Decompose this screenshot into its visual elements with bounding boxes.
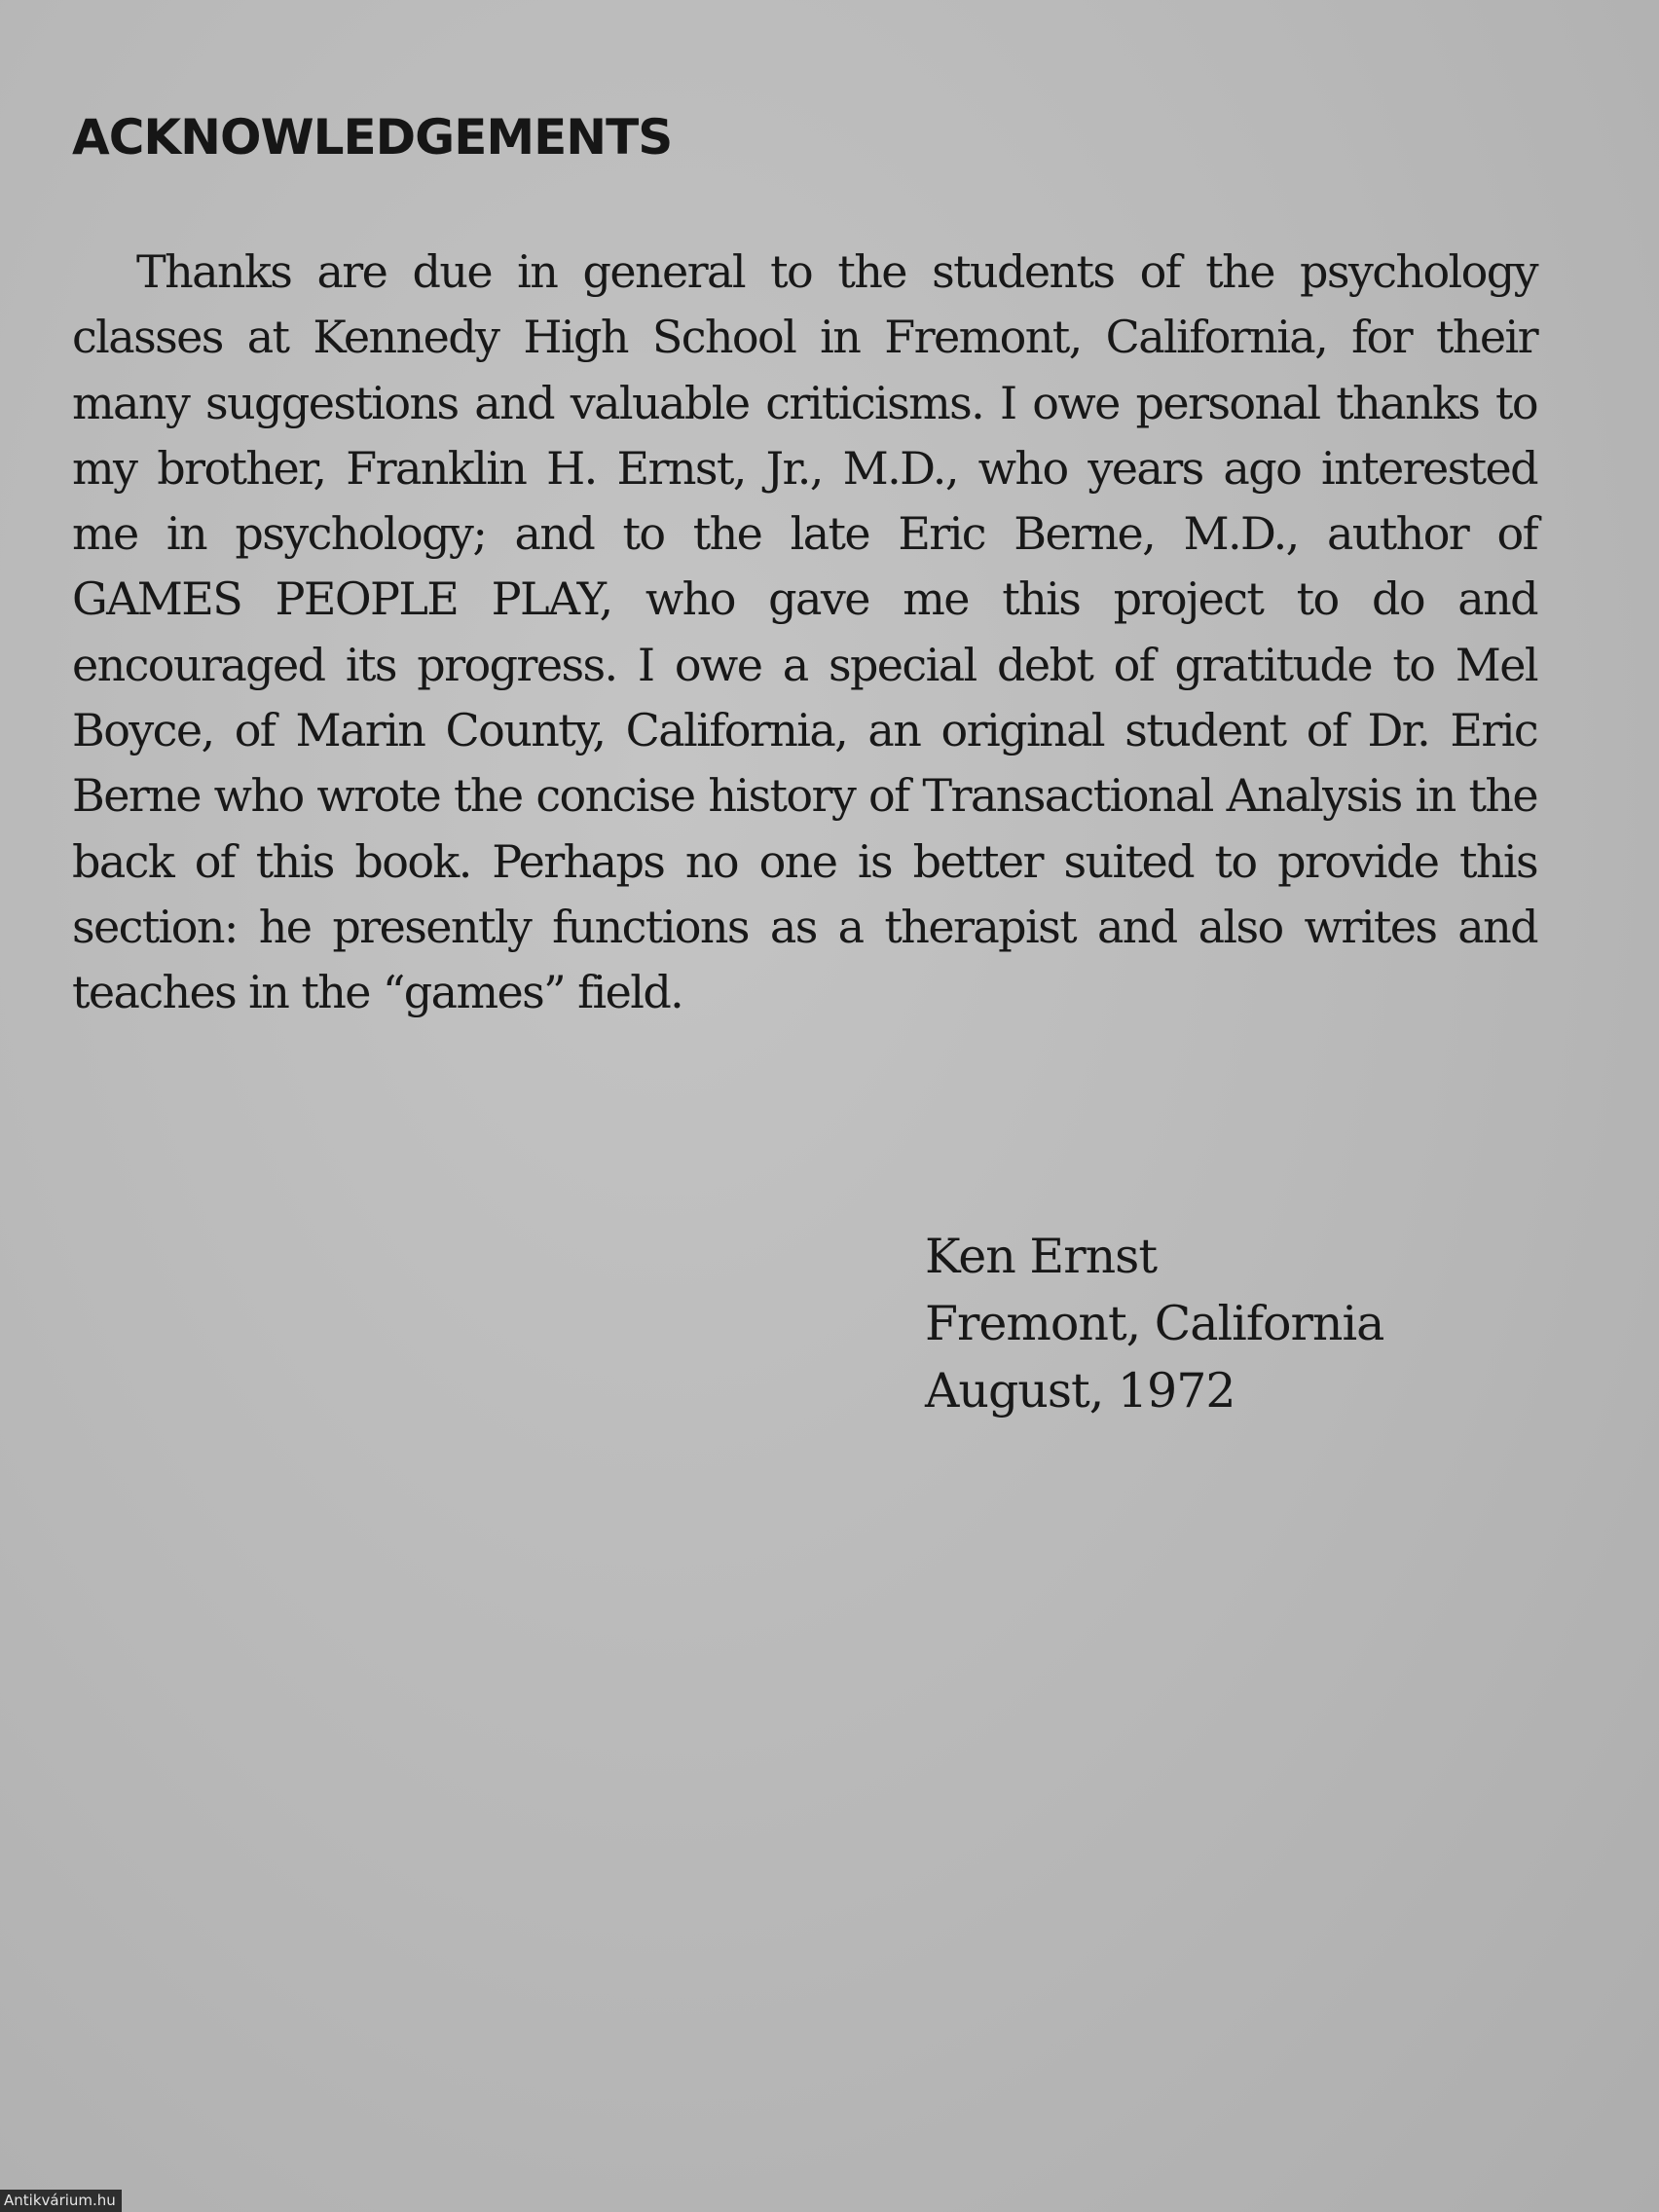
- acknowledgements-paragraph: Thanks are due in general to the students of the psychology classes at Kennedy High School in Fremont, California, for their many suggestions and valuable criticisms. I owe personal thanks to my brother, Franklin H. Ernst, Jr., M.D., who years ago interested me in psychology; and to the late Eric Berne, M.D., author of GAMES PEOPLE PLAY, who gave me this project to do and encouraged its progress. I owe a special debt of gratitude to Mel Boyce, of Marin County, California, an original student of Dr. Eric Berne who wrote the concise history of Transactional Analysis in the back of this book. Perhaps no one is better suited to provide this section: he presently functions as a therapist and also writes and teaches in the “games” field.: [72, 245, 1537, 1019]
- signature-block: [925, 1223, 1383, 1424]
- signature-name: Ken Ernst: [925, 1229, 1158, 1284]
- signature-date: August, 1972: [925, 1363, 1235, 1419]
- page-heading: ACKNOWLEDGEMENTS: [72, 109, 673, 166]
- watermark-label: Antikvárium.hu: [0, 2190, 122, 2212]
- signature-place: Fremont, California: [925, 1296, 1384, 1351]
